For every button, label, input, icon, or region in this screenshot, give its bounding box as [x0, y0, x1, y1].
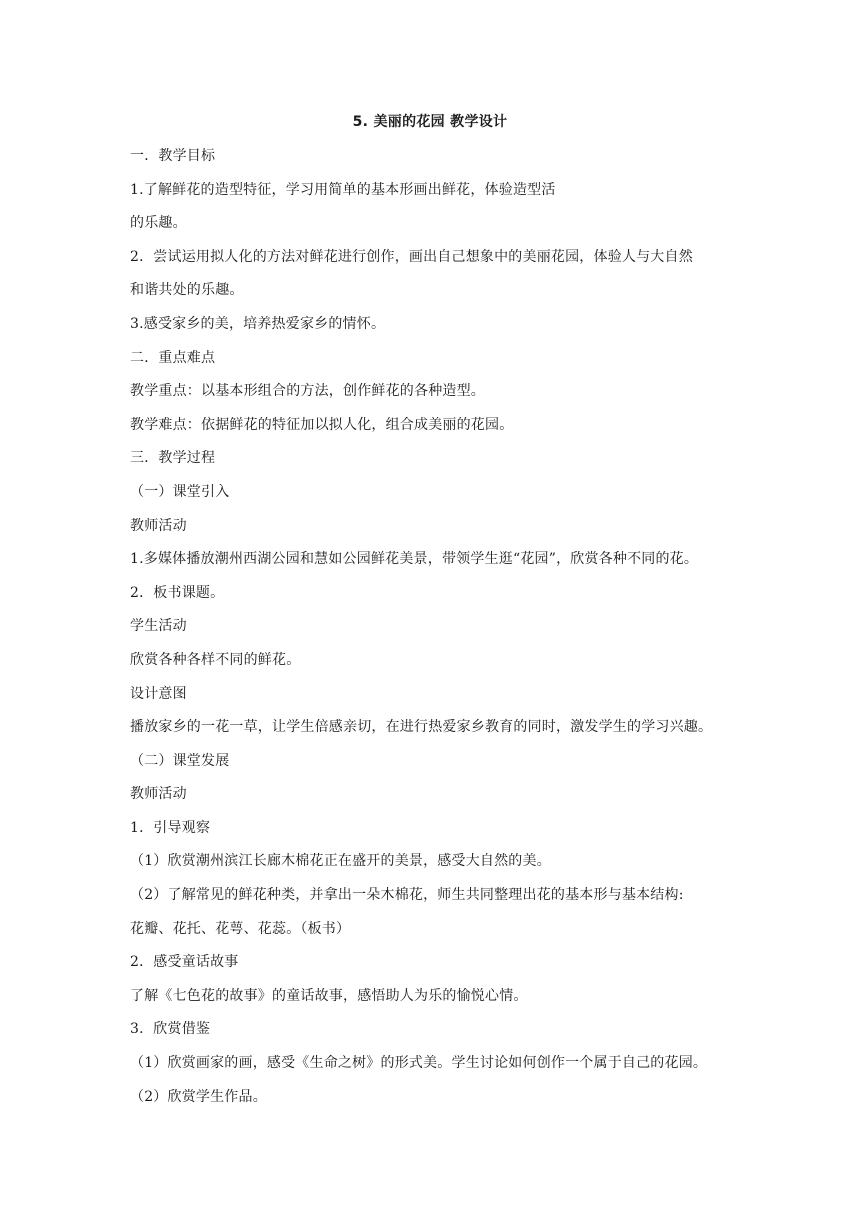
- text-line: 三．教学过程: [130, 450, 216, 467]
- document-body: [130, 146, 735, 1120]
- text-line: 2．板书课题。: [130, 584, 225, 601]
- text-line: 教师活动: [130, 517, 187, 534]
- text-line: 1．引导观察: [130, 819, 211, 836]
- text-line: 花瓣、花托、花萼、花蕊。（板书）: [130, 920, 351, 937]
- text-line: 教学重点：以基本形组合的方法，创作鲜花的各种造型。: [130, 383, 485, 400]
- text-line: 一．教学目标: [130, 148, 216, 164]
- text-line: 欣赏各种各样不同的鲜花。: [130, 651, 301, 668]
- text-line: （二）课堂发展: [130, 752, 230, 769]
- text-line: 3．欣赏借鉴: [130, 1021, 211, 1038]
- text-line: 教学难点：依据鲜花的特征加以拟人化，组合成美丽的花园。: [130, 416, 514, 433]
- text-line: 3.感受家乡的美，培养热爱家乡的情怀。: [130, 315, 386, 332]
- text-line: 2．尝试运用拟人化的方法对鲜花进行创作，画出自己想象中的美丽花园，体验人与大自然: [130, 248, 693, 265]
- text-line: 设计意图: [130, 685, 187, 702]
- text-line: 了解《七色花的故事》的童话故事，感悟助人为乐的愉悦心情。: [130, 987, 528, 1004]
- text-line: 教师活动: [130, 786, 187, 803]
- text-line: （1）欣赏潮州滨江长廊木棉花正在盛开的美景，感受大自然的美。: [130, 853, 551, 870]
- text-line: 和谐共处的乐趣。: [130, 282, 244, 299]
- text-line: （2）欣赏学生作品。: [130, 1088, 267, 1105]
- text-line: 1.多媒体播放潮州西湖公园和慧如公园鲜花美景，带领学生逛“花园”，欣赏各种不同的花。: [130, 551, 699, 568]
- text-line: 2．感受童话故事: [130, 954, 239, 971]
- text-line: 播放家乡的一花一草，让学生倍感亲切，在进行热爱家乡教育的同时，激发学生的学习兴趣。: [130, 719, 713, 736]
- text-line: 学生活动: [130, 618, 187, 635]
- text-line: （一）课堂引入: [130, 483, 230, 500]
- text-line: 1.了解鲜花的造型特征，学习用简单的基本形画出鲜花，体验造型活: [130, 181, 556, 198]
- text-line: 的乐趣。: [130, 215, 187, 232]
- text-line: （1）欣赏画家的画，感受《生命之树》的形式美。学生讨论如何创作一个属于自己的花园。: [130, 1055, 708, 1072]
- text-line: 二．重点难点: [130, 349, 216, 366]
- text-line: （2）了解常见的鲜花种类，并拿出一朵木棉花，师生共同整理出花的基本形与基本结构:: [130, 887, 684, 904]
- document-title: 5. 美丽的花园 教学设计: [352, 114, 508, 130]
